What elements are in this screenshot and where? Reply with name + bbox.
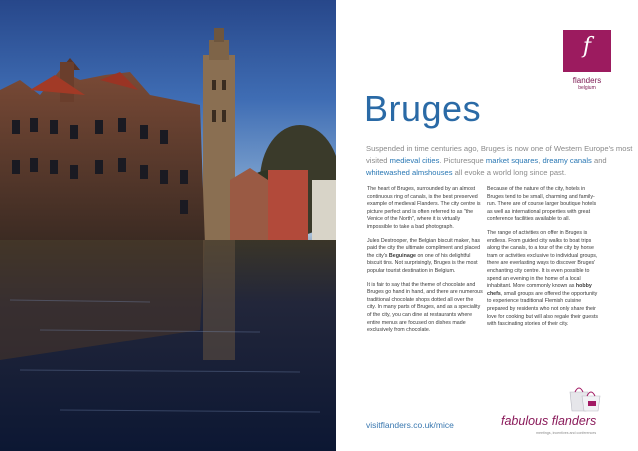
intro-highlight: dreamy canals <box>542 155 592 165</box>
body-paragraph <box>367 282 483 335</box>
logo-subtitle: belgium <box>578 85 596 91</box>
bold-term: Beguinage <box>388 252 416 259</box>
body-text: The range of activities on offer in Bruges is endless. From guided city walks to boat trips along the canals, to a tour of the city by horse tram or activities exclusive to individual groups, there are everlasting ways to discover Bruges' enchanting city centre. It is even possible to spend an evening in the home of a local inhabitant. More commonly known as <box>487 229 598 290</box>
website-url[interactable]: visitflanders.co.uk/mice <box>366 420 454 430</box>
article-intro <box>366 143 634 178</box>
intro-text: , <box>538 155 543 165</box>
bold-term: hobby chefs <box>487 283 592 297</box>
flanders-logo <box>563 30 611 72</box>
article-title: Bruges <box>364 88 482 129</box>
shopping-bags-icon <box>564 382 604 412</box>
intro-text: Suspended in time centuries ago, Bruges is now one of Western Europe's most visited <box>366 144 633 165</box>
intro-text: all evoke a world long since past. <box>452 167 567 177</box>
body-text: Jules Destrooper, the Belgian biscuit maker, has paid the city the ultimate compliment and placed the city's <box>367 237 481 259</box>
intro-highlight: market squares <box>485 155 539 165</box>
logo-mark: f <box>582 34 592 59</box>
article-page <box>336 0 638 451</box>
intro-text: . Picturesque <box>439 155 486 165</box>
body-text: It is fair to say that the theme of chocolate and Bruges go hand in hand, and there are numerous traditional chocolate shops dotted all over the city. In many parts of Bruges, and as a speciality of the city, you can dine at restaurants where entire menus are focused on dishes made exclusively from chocolate. <box>367 281 483 334</box>
article-column-left <box>367 186 483 341</box>
body-text: The heart of Bruges, surrounded by an almost continuous ring of canals, is the best preserved example of medieval Flanders. The city centre is picture perfect and is often referred to as "the Venice of the North", where it is virtually impossible to take a bad photograph. <box>367 186 481 230</box>
body-paragraph <box>487 230 603 329</box>
body-text: Because of the nature of the city, hotels in Bruges tend to be small, charming and family-run. There are of course larger boutique hotels as well as international properties with great conference facilities available to all. <box>487 186 597 223</box>
body-paragraph <box>367 238 483 276</box>
brand-name: fabulous flanders <box>501 414 597 428</box>
intro-text: and <box>591 155 607 165</box>
logo-name: flanders <box>572 76 602 85</box>
body-paragraph <box>487 186 603 224</box>
intro-highlight: whitewashed almshouses <box>366 167 453 177</box>
body-paragraph <box>367 186 483 232</box>
brand-subtitle: meetings, incentives and conferences <box>536 431 597 435</box>
intro-highlight: medieval cities <box>389 155 440 165</box>
body-text: on one of his delightful biscuit tins. Not surprisingly, Bruges is the most popular tourist destination in Belgium. <box>367 252 478 274</box>
article-column-right <box>487 186 603 335</box>
body-text: , small groups are offered the opportunity to experience traditional Flemish cuisine prepared by residents who not only share their love for cooking but will also regale their guests with fascinating stories of their city. <box>487 290 598 328</box>
